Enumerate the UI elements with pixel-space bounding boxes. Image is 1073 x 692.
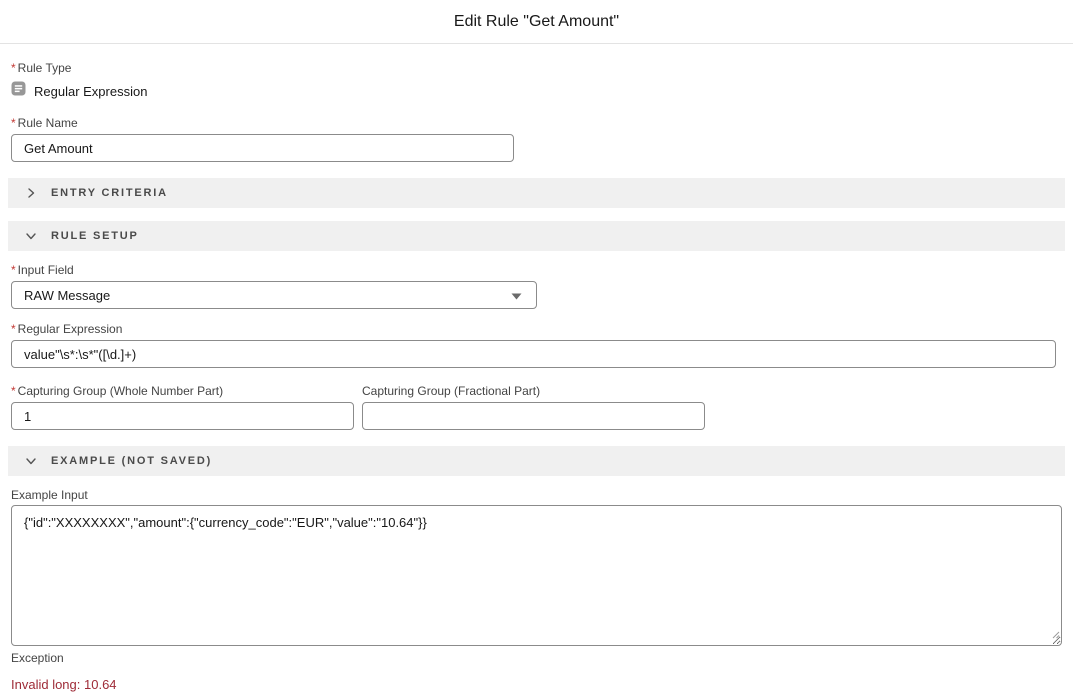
required-asterisk: * (11, 322, 16, 336)
dialog-header (0, 0, 1073, 44)
input-field-select[interactable] (11, 281, 537, 309)
required-asterisk: * (11, 384, 16, 398)
required-asterisk: * (11, 116, 16, 130)
rule-type-label: * Rule Type (11, 61, 72, 75)
page-title: Edit Rule "Get Amount" (453, 12, 620, 30)
capturing-group-whole-label: * Capturing Group (Whole Number Part) (11, 384, 224, 398)
rule-type-value (11, 81, 1062, 101)
regular-expression-input[interactable] (11, 340, 1056, 368)
exception-label: Exception (11, 651, 64, 665)
rule-name-label: * Rule Name (11, 116, 78, 130)
section-entry-criteria[interactable] (8, 178, 1065, 208)
capturing-group-fractional-label: Capturing Group (Fractional Part) (362, 384, 541, 398)
input-field-label: * Input Field (11, 263, 74, 277)
example-input-label: Example Input (11, 488, 88, 502)
input-field-selected-value: RAW Message (24, 287, 111, 303)
capturing-group-fractional-input[interactable] (362, 402, 705, 430)
capturing-group-whole-input[interactable] (11, 402, 354, 430)
dropdown-arrow-icon (511, 288, 522, 303)
chevron-down-icon[interactable] (25, 230, 37, 242)
capturing-group-whole-col (11, 384, 354, 430)
rule-name-input[interactable] (11, 134, 514, 162)
section-example-label: EXAMPLE (NOT SAVED) (51, 455, 213, 467)
section-rule-setup-label: RULE SETUP (51, 230, 139, 242)
exception-message: Invalid long: 10.64 (11, 677, 117, 692)
chevron-down-icon[interactable] (25, 455, 37, 467)
required-asterisk: * (11, 263, 16, 277)
example-input-textarea[interactable] (11, 505, 1062, 646)
section-example[interactable] (8, 446, 1065, 476)
capturing-groups-row (11, 384, 1062, 430)
example-input-wrap (11, 505, 1062, 646)
section-entry-criteria-label: ENTRY CRITERIA (51, 187, 168, 199)
required-asterisk: * (11, 61, 16, 75)
regular-expression-label: * Regular Expression (11, 322, 123, 336)
chevron-right-icon[interactable] (25, 187, 37, 199)
form-content (0, 44, 1073, 692)
rule-type-text: Regular Expression (34, 83, 148, 99)
section-rule-setup[interactable] (8, 221, 1065, 251)
capturing-group-fractional-col (362, 384, 705, 430)
text-rule-icon (11, 81, 26, 101)
